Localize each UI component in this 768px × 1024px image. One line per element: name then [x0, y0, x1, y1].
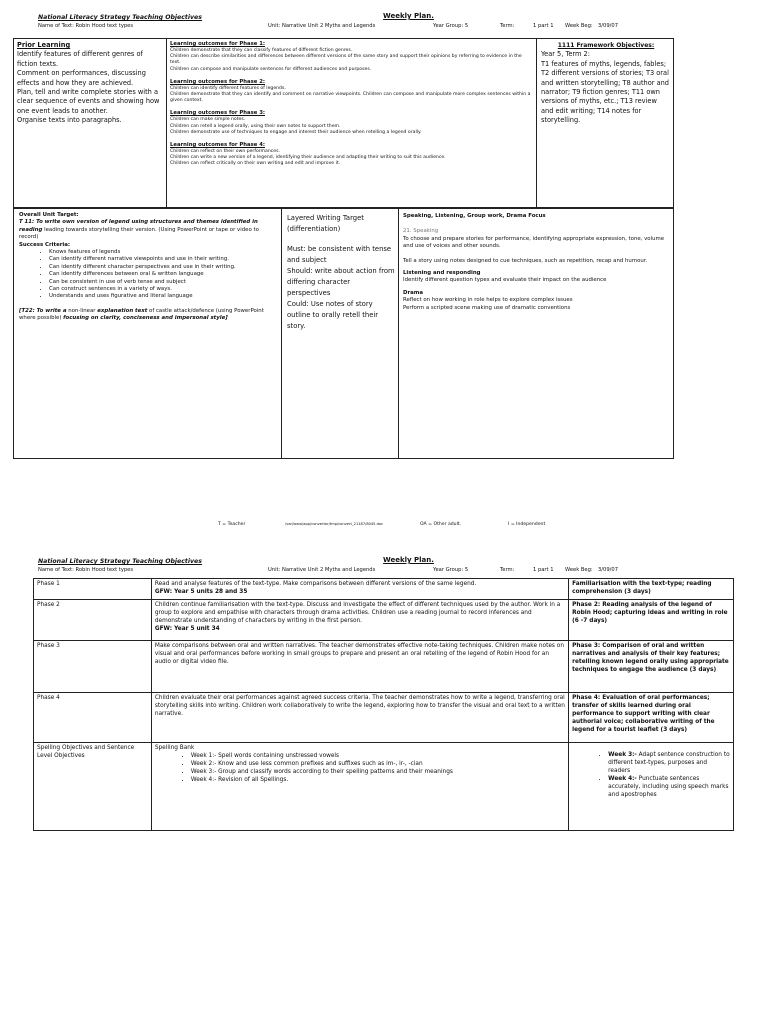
outcome-line: Children can make simple notes.	[170, 117, 246, 123]
t22-part: explanation text	[97, 307, 148, 314]
listening-body: Identify different question types and evaluate their impact on the audience	[403, 277, 607, 284]
page1-header	[38, 14, 738, 36]
speaking-21-body: To choose and prepare stories for performance, identifying appropriate expression, tone, volume and use of voices and other sounds.	[403, 235, 665, 250]
prior-learning-heading: Prior Learning	[17, 41, 71, 49]
sentence-week-text: Punctuate sentences accurately, including using speech marks and apostrophes	[608, 776, 729, 798]
overall-unit-target	[19, 212, 278, 323]
t22-part: of castle attack/defence (using PowerPoint where possible)	[19, 307, 264, 322]
text-name: Name of Text: Robin Hood text types	[38, 567, 134, 573]
sentence-week-text: Adapt sentence construction to different text-types, purposes and readers	[608, 752, 730, 774]
outcome-line: Children demonstrate that they can classify features of different fiction genres.	[170, 48, 353, 53]
prior-learning-body: Identify features of different genres of fiction texts. Comment on performances, discussing effects and how they are achieved. Plan, tell and write complete stories with a clear sequence of events and showing how one event leads to another. Organise texts into paragraphs.	[17, 50, 160, 125]
sentence-objectives	[569, 743, 734, 831]
sentence-week-label: Week 4:-	[608, 776, 637, 782]
speaking-heading: Speaking, Listening, Group work, Drama Focus	[403, 213, 546, 219]
phase-focus: Phase 2: Reading analysis of the legend of Robin Hood; capturing ideas and writing in role (6 -7 days)	[569, 600, 734, 641]
phase-description: Children evaluate their oral performances against agreed success criteria. The teacher demonstrates how to write a legend, transferring oral storytelling skills into writing. Children work collaboratively to write the legend, exploring how to transfer the visual and oral text to a written narrative.	[154, 695, 565, 717]
layered-writing-target	[287, 213, 395, 332]
year-group: Year Group: 5	[433, 567, 469, 573]
phase-text	[151, 579, 568, 600]
weekly-plan-title: Weekly Plan.	[383, 556, 434, 564]
week-beg-label: Week Beg:	[565, 567, 593, 573]
footer-path: /var/www/app/convertor/tmp/convert_21187/8045.doc	[285, 522, 384, 526]
outcome-line: Children can retell a legend orally, using their own notes to support them.	[170, 123, 341, 129]
phase-text	[151, 600, 568, 641]
outcome-line: Children can compose and manipulate sentences for different audiences and purposes.	[170, 66, 372, 72]
framework-objectives	[541, 41, 671, 126]
success-criteria-list	[19, 249, 278, 301]
criteria-item: • Can identify different narrative viewpoints and use in their writing.	[49, 256, 278, 263]
table-row	[34, 641, 734, 693]
table-row	[34, 743, 734, 831]
unit-label: Unit: Narrative Unit 2 Myths and Legends	[268, 23, 376, 29]
phase-text	[151, 641, 568, 693]
weekly-plan-title: Weekly Plan.	[383, 12, 434, 20]
drama-line: Perform a scripted scene making use of dramatic conventions	[403, 304, 571, 311]
learning-outcomes	[170, 41, 532, 168]
outcome-title: Learning outcomes for Phase 4:	[170, 142, 265, 149]
overall-heading: Overall Unit Target:	[19, 212, 79, 218]
spelling-bank-title: Spelling Bank	[154, 745, 195, 751]
term-label: Term:	[500, 567, 515, 573]
doc-title: National Literacy Strategy Teaching Objectives	[38, 14, 202, 21]
criteria-item: • Understands and uses figurative and literal language	[49, 293, 278, 300]
phase-label: Phase 4	[34, 693, 152, 743]
phase-gfw: GFW: Year 5 units 28 and 35	[154, 589, 248, 595]
criteria-item: • Can identify differences between oral & written language	[49, 271, 278, 278]
table-row	[34, 600, 734, 641]
phase-gfw: GFW: Year 5 unit 34	[154, 626, 220, 632]
year-group: Year Group: 5	[433, 23, 469, 29]
listening-heading: Listening and responding	[403, 270, 481, 277]
criteria-item: • Can be consistent in use of verb tense and subject	[49, 279, 278, 286]
overall-target-rest: leading towards storytelling their version. (Using PowerPoint or tape or video to record)	[19, 226, 259, 241]
overall-target-bold: T 11: To write own version of legend using structures and themes identified in reading	[19, 219, 258, 233]
table-row	[34, 693, 734, 743]
footer-teacher: T = Teacher	[218, 522, 246, 527]
phase-table	[33, 578, 734, 831]
t22-target	[19, 308, 278, 323]
spelling-week: • Week 3:- Group and classify words according to their spelling patterns and their meanings	[191, 768, 565, 776]
t22-part: [T22: To write a	[19, 307, 67, 314]
phase-label: Phase 1	[34, 579, 152, 600]
spelling-label: Spelling Objectives and Sentence Level Objectives	[34, 743, 152, 831]
phase-label: Phase 3	[34, 641, 152, 693]
sentence-week	[608, 775, 730, 799]
term-label: Term:	[500, 23, 515, 29]
layered-heading: Layered Writing Target (differentiation)	[287, 214, 364, 233]
phase-description: Children continue familiarisation with the text-type. Discuss and investigate the effect of different techniques used by the author. Work in a group to explore and empathise with characters through drama activities. Children use a reading journal to record inferences and demonstrate understanding of characters by writing in the first person.	[154, 602, 561, 624]
spelling-week: • Week 1:- Spell words containing unstressed vowels	[191, 752, 565, 760]
phase-description: Read and analyse features of the text-type. Make comparisons between different versions of the same legend.	[154, 581, 477, 587]
outcome-title: Learning outcomes for Phase 2:	[170, 78, 265, 85]
phase-label: Phase 2	[34, 600, 152, 641]
doc-title: National Literacy Strategy Teaching Objectives	[38, 558, 202, 565]
term-value: 1 part 1	[533, 567, 554, 573]
week-beg-value: 3/09/07	[598, 567, 618, 573]
outcome-line: Children can reflect on their own performances.	[170, 149, 280, 155]
spelling-week: • Week 4:- Revision of all Spellings.	[191, 776, 565, 784]
success-criteria-label: Success Criteria:	[19, 241, 71, 248]
framework-body: Year 5, Term 2: T1 features of myths, legends, fables; T2 different versions of stories; T3 oral and written storytelling; T8 author and narrator; T9 fiction genres; T11 own versions of myths, etc.; T13 review and edit writing; T14 notes for storytelling.	[541, 50, 669, 125]
phase-focus: Phase 3: Comparison of oral and written narratives and analysis of their key features; retelling known legend orally using appropriate techniques to engage the audience (3 days)	[569, 641, 734, 693]
text-name: Name of Text: Robin Hood text types	[38, 23, 134, 29]
phase-description: Make comparisons between oral and written narratives. The teacher demonstrates effective note-taking techniques. Children make notes on visual and oral performances before working in small groups to prepare and present an oral retelling of the legend of Robin Hood for an audio or digital video file.	[154, 643, 565, 665]
criteria-item: • Can identify different character perspectives and use in their writing.	[49, 264, 278, 271]
week-beg-label: Week Beg:	[565, 23, 593, 29]
outcome-line: Children can write a new version of a legend, identifying their audience and adapting their writing to suit this audience.	[170, 155, 446, 161]
page2-header	[38, 558, 738, 580]
outcome-line: Children can reflect critically on their own writing and edit and improve it.	[170, 161, 341, 167]
speaking-21-body2: Tell a story using notes designed to cue techniques, such as repetition, recap and humour.	[403, 257, 648, 264]
criteria-item: • Knows features of legends	[49, 249, 278, 256]
framework-heading: 1111 Framework Objectives:	[557, 42, 655, 49]
outcome-line: Children demonstrate that they can identify and comment on narrative viewpoints. Children can compose and manipulate more complex sentences within a given context.	[170, 92, 531, 104]
footer-independent: I = Independent	[508, 522, 546, 527]
unit-label: Unit: Narrative Unit 2 Myths and Legends	[268, 567, 376, 573]
criteria-item: • Can construct sentences in a variety of ways.	[49, 286, 278, 293]
outcome-title: Learning outcomes for Phase 1:	[170, 41, 265, 47]
outcome-line: Children can describe similarities and differences between different versions of the same story and support their opinions by referring to evidence in the text.	[170, 54, 522, 66]
layered-body: Must: be consistent with tense and subject Should: write about action from differing character perspectives Could: Use notes of story outline to orally retell their story.	[287, 245, 395, 330]
outcome-line: Children can identify different features of legends.	[170, 85, 286, 91]
spelling-bank	[151, 743, 568, 831]
outcome-title: Learning outcomes for Phase 3:	[170, 110, 265, 117]
week-beg-value: 3/09/07	[598, 23, 618, 29]
footer-other-adult: OA = Other adult.	[420, 522, 462, 527]
term-value: 1 part 1	[533, 23, 554, 29]
prior-learning	[17, 41, 163, 126]
sentence-week-label: Week 3:-	[608, 752, 637, 758]
t22-part: focusing on clarity, conciseness and impersonal style]	[63, 315, 228, 322]
drama-heading: Drama	[403, 289, 424, 296]
t22-part: non-linear	[66, 307, 98, 314]
phase-focus: Phase 4: Evaluation of oral performances; transfer of skills learned during oral performance to support writing with clear authorial voice; collaborative writing of the legend for a tourist leaflet (3 days)	[569, 693, 734, 743]
speaking-listening	[403, 213, 671, 312]
spelling-week: • Week 2:- Know and use less common prefixes and suffixes such as im-, ir-, -cian	[191, 760, 565, 768]
phase-focus: Familiarisation with the text-type; reading comprehension (3 days)	[569, 579, 734, 600]
phase-text	[151, 693, 568, 743]
speaking-21: 21. Speaking	[403, 228, 439, 235]
drama-line: Reflect on how working in role helps to explore complex issues	[403, 297, 573, 304]
table-row	[34, 579, 734, 600]
outcome-line: Children demonstrate use of techniques to engage and interest their audience when retelling a legend orally.	[170, 129, 422, 135]
sentence-week	[608, 751, 730, 775]
